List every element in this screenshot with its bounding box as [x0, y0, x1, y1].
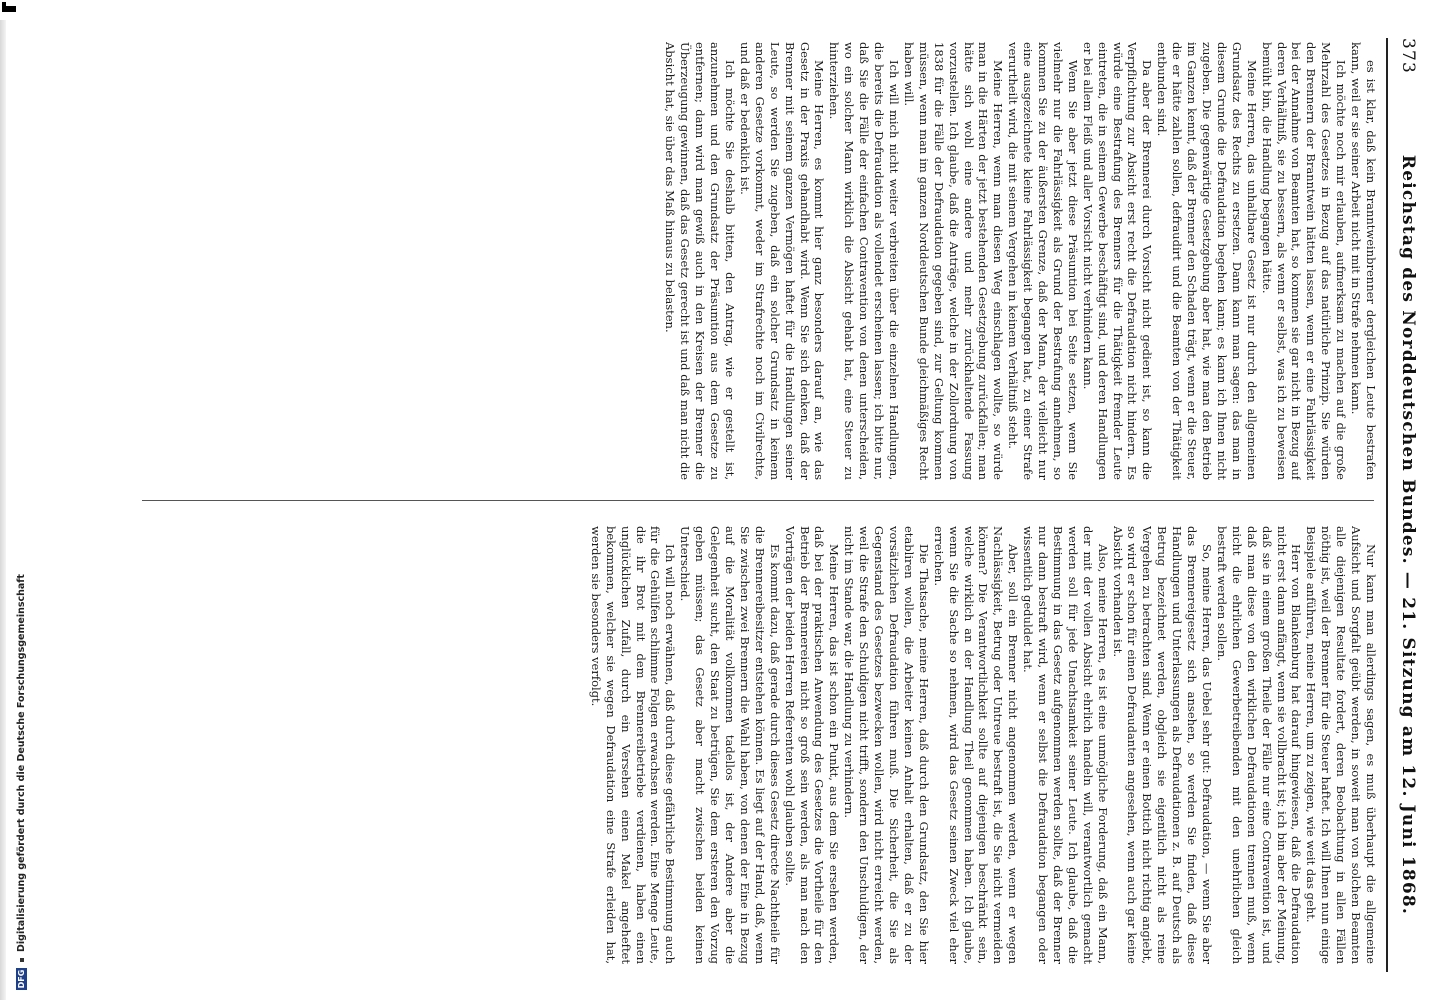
paragraph: Nur kann man allerdings sagen, es muß überhaupt die allgemeine Aufsicht und Sorgfalt geübt werden, in soweit man von solchen Beamten alle diejenigen Resultate fordert, deren Beobachtung in allen Fällen nöthig ist, weil der Brenner für die Steuer haftet. Ich will Ihnen nun einige Beispiele anführen, meine Herren, um zu zeigen, wie weit das geht. [1304, 526, 1378, 964]
paragraph: Meine Herren, das ist schon ein Punkt, aus dem Sie ersehen werden, daß bei der praktischen Anwendung des Gesetzes die Vortheile für den Betrieb der Brennereien nicht so groß sein werden, als man nach den Vorträgen der beiden Herren Referenten wohl glauben sollte. [782, 526, 842, 964]
text-column-left [138, 42, 1378, 480]
header-rule [1386, 38, 1388, 972]
paragraph: Es kommt dazu, daß gerade durch dieses Gesetz directe Nachtheile für die Brennereibesitzer entstehen können. Es liegt auf der Hand, daß, wenn Sie zwischen zwei Brennern die Wahl haben, von denen der Eine in Bezug auf die Moralität vollkommen tadellos ist, der Andere aber die Gelegenheit sucht, den Staat zu betrügen, Sie dem ersteren den Vorzug geben müssen; das Gesetz aber macht zwischen beiden keinen Unterschied. [678, 526, 782, 964]
paragraph: Die Thatsache, meine Herren, daß durch den Grundsatz, den Sie hier etabliren wollen, die Arbeiter keinen Anhalt erhalten, daß er zu der vorsätzlichen Defraudation führen muß. Die Sicherheit, die Sie als Gegenstand des Gesetzes bezwecken wollen, wird nicht erreicht werden, weil die Strafe den Schuldigen nicht trifft, sondern den Unschuldigen, der nicht im Stande war, die Handlung zu verhindern. [842, 526, 931, 964]
paragraph: Meine Herren, es kommt hier ganz besonders darauf an, wie das Gesetz in der Praxis gehandhabt wird. Wenn Sie sich denken, daß der Brenner mit seinem ganzen Vermögen haftet für die Handlungen seiner Leute, so werden Sie zugeben, daß ein solcher Grundsatz in keinem anderen Gesetze vorkommt, weder im Strafrechte noch im Civilrechte, und daß er bedenklich ist. [737, 42, 827, 480]
paragraph: Herr von Blankenburg hat darauf hingewiesen, daß die Defraudation nicht erst dann anfängt, wenn sie vollbracht ist; ich bin aber der Meinung, daß sie in einem großen Theile der Fälle nur eine Contravention ist, und daß man diese von den wirklichen Defraudationen trennen muß, wenn nicht die ehrlichen Gewerbetreibenden mit den unehrlichen gleich bestraft werden sollen. [1214, 526, 1304, 964]
paragraph: Meine Herren, das unhaltbare Gesetz ist nur durch den allgemeinen Grundsatz des Rechts zu ersetzen. Dann kann man sagen: das man in diesem Grunde die Defraudation begehen kann; es kann ich Ihnen nicht zugeben. Die gegenwärtige Gesetzgebung aber hat, wie man den Betrieb im Ganzen kennt, daß der Brenner den Schaden trägt, wenn er die Steuer, die er hätte zahlen sollen, defraudirt und die Beamten von der Thätigkeit entbunden sind. [1155, 42, 1259, 480]
digitization-credit-text: Digitalisierung gefördert durch die Deutsche Forschungsgemeinschaft [16, 574, 27, 952]
printed-page [82, 30, 1422, 980]
page-number: 373 [1398, 38, 1418, 75]
paragraph: Da aber der Brennerei durch Vorsicht nicht gedient ist, so kann die Verpflichtung zur Absicht erst recht die Defraudation nicht hindern. Es würde eine Bestrafung des Brenners für die Thätigkeit fremder Leute eintreten, die in seinem Gewerbe beschäftigt sind, und deren Handlungen er bei allem Fleiß und aller Vorsicht nicht verhindern kann. [1080, 42, 1155, 480]
paragraph: So, meine Herren, das Uebel sehr gut: Defraudation, — wenn Sie aber das Brennereigesetz sich ansehen, so werden Sie finden, daß diese Handlungen und Unterlassungen als Defraudationen z. B. auf Deutsch als Betrug bezeichnet werden, obgleich sie eigentlich nicht als reine Vergehen zu betrachten sind. Wenn er einen Bottich nicht richtig angiebt, so wird er schon für einen Defraudanten angesehen, wenn auch gar keine Absicht vorhanden ist. [1110, 526, 1215, 964]
column-divider [142, 500, 1374, 501]
paragraph: Ich möchte Sie deshalb bitten, den Antrag, wie er gestellt ist, anzunehmen und den Grundsatz der Präsumtion aus dem Gesetze zu entfernen; dann wird man gewiß auch in den Kreisen der Brenner die Überzeugung gewinnen, daß das Gesetz gerecht ist und daß man nicht die Absicht hat, sie über das Maß hinaus zu belasten. [663, 42, 738, 480]
paragraph: Wenn Sie aber jetzt diese Präsumtion bei Seite setzen, wenn Sie vielmehr nur die Fahrlässigkeit als Grund der Bestrafung annehmen, so kommen Sie zu der äußersten Grenze, daß der Mann, der vielleicht nur eine ausgezeichnete kleine Fahrlässigkeit begangen hat, zu einer Strafe verurtheilt wird, die mit seinem Vergehen in keinem Verhältniß steht. [1006, 42, 1080, 480]
digitization-credit [16, 574, 27, 990]
separator-dot-icon [20, 958, 24, 962]
scan-corner-mark [2, 2, 16, 12]
paragraph: Ich will mich nicht weiter verbreiten über die einzelnen Handlungen, die bereits die Defraudation als vollendet erscheinen lassen; ich bitte nur, daß Sie die Fälle der einfachen Contravention von denen unterscheiden, wo ein solcher Mann wirklich die Absicht gehabt hat, eine Steuer zu hinterziehen. [827, 42, 901, 480]
paragraph: Ich möchte noch mir erlauben, aufmerksam zu machen auf die große Mehrzahl des Gesetzes in Bezug auf das natürliche Prinzip. Sie würden den Brennern der Branntwein hätten lassen, wenn er eine Fahrlässigkeit bei der Annahme von Beamten hat, so kommen sie gar nicht in Bezug auf deren Verhältniß, sie zu bessern, als wenn er selbst, was ich zu beweisen bemüht bin, die Handlung begangen hätte. [1259, 42, 1349, 480]
scan-edge [0, 20, 6, 1000]
paragraph: Also, meine Herren, es ist eine unmögliche Forderung, daß ein Mann, der mit der vollen Absicht ehrlich handeln will, verantwortlich gemacht werden soll für jede Unachtsamkeit seiner Leute. Ich glaube, daß die Bestimmung in das Gesetz aufgenommen werden sollte, daß der Brenner nur dann bestraft wird, wenn er selbst die Defraudation begangen oder wissentlich geduldet hat. [1021, 526, 1110, 964]
text-column-right [138, 526, 1378, 964]
page-header [1392, 38, 1418, 972]
paragraph: Ich will noch erwähnen, daß durch diese gefährliche Bestimmung auch für die Gehülfen schlimme Folgen erwachsen werden. Eine Menge Leute, die ihr Brot mit dem Brennereibetriebe verdienen, haben einen unglücklichen Zufall, durch ein Versehen einen Makel angeheftet bekommen, welcher sie wegen Defraudation eine Strafe erleiden hat, werden sie besonders verfolgt. [588, 526, 678, 964]
running-title: Reichstag des Norddeutschen Bundes. — 21. Sitzung am 12. Juni 1868. [1398, 154, 1418, 916]
paragraph: es ist klar, daß kein Branntweinbrenner dergleichen Leute bestrafen kann, weil er sie seiner Arbeit nicht mit in Strafe nehmen kann. [1349, 42, 1378, 480]
paragraph: Meine Herren, wenn man diesen Weg einschlagen wollte, so würde man in die Härten der jetzt bestehenden Gesetzgebung zurückfallen; man hätte sich wohl eine andere und mehr zurückhaltende Fassung vorzustellen. Ich glaube, daß die Anträge, welche in der Zollordnung von 1838 für die Fälle der Defraudation gegeben sind, zur Geltung kommen müssen, wenn man im ganzen Norddeutschen Bunde gleichmäßiges Recht haben will. [901, 42, 1006, 480]
paragraph: Aber, soll ein Brenner nicht angenommen werden, wenn er wegen Nachlässigkeit, Betrug oder Untreue bestraft ist, die Sie nicht vermeiden können? Die Verantwortlichkeit sollte auf diejenigen beschränkt sein, welche wirklich an der Handlung Theil genommen haben. Ich glaube, wenn Sie die Sache so nehmen, wird das Gesetz seinen Zweck viel eher erreichen. [931, 526, 1021, 964]
dfg-logo-icon: DFG [17, 969, 26, 989]
